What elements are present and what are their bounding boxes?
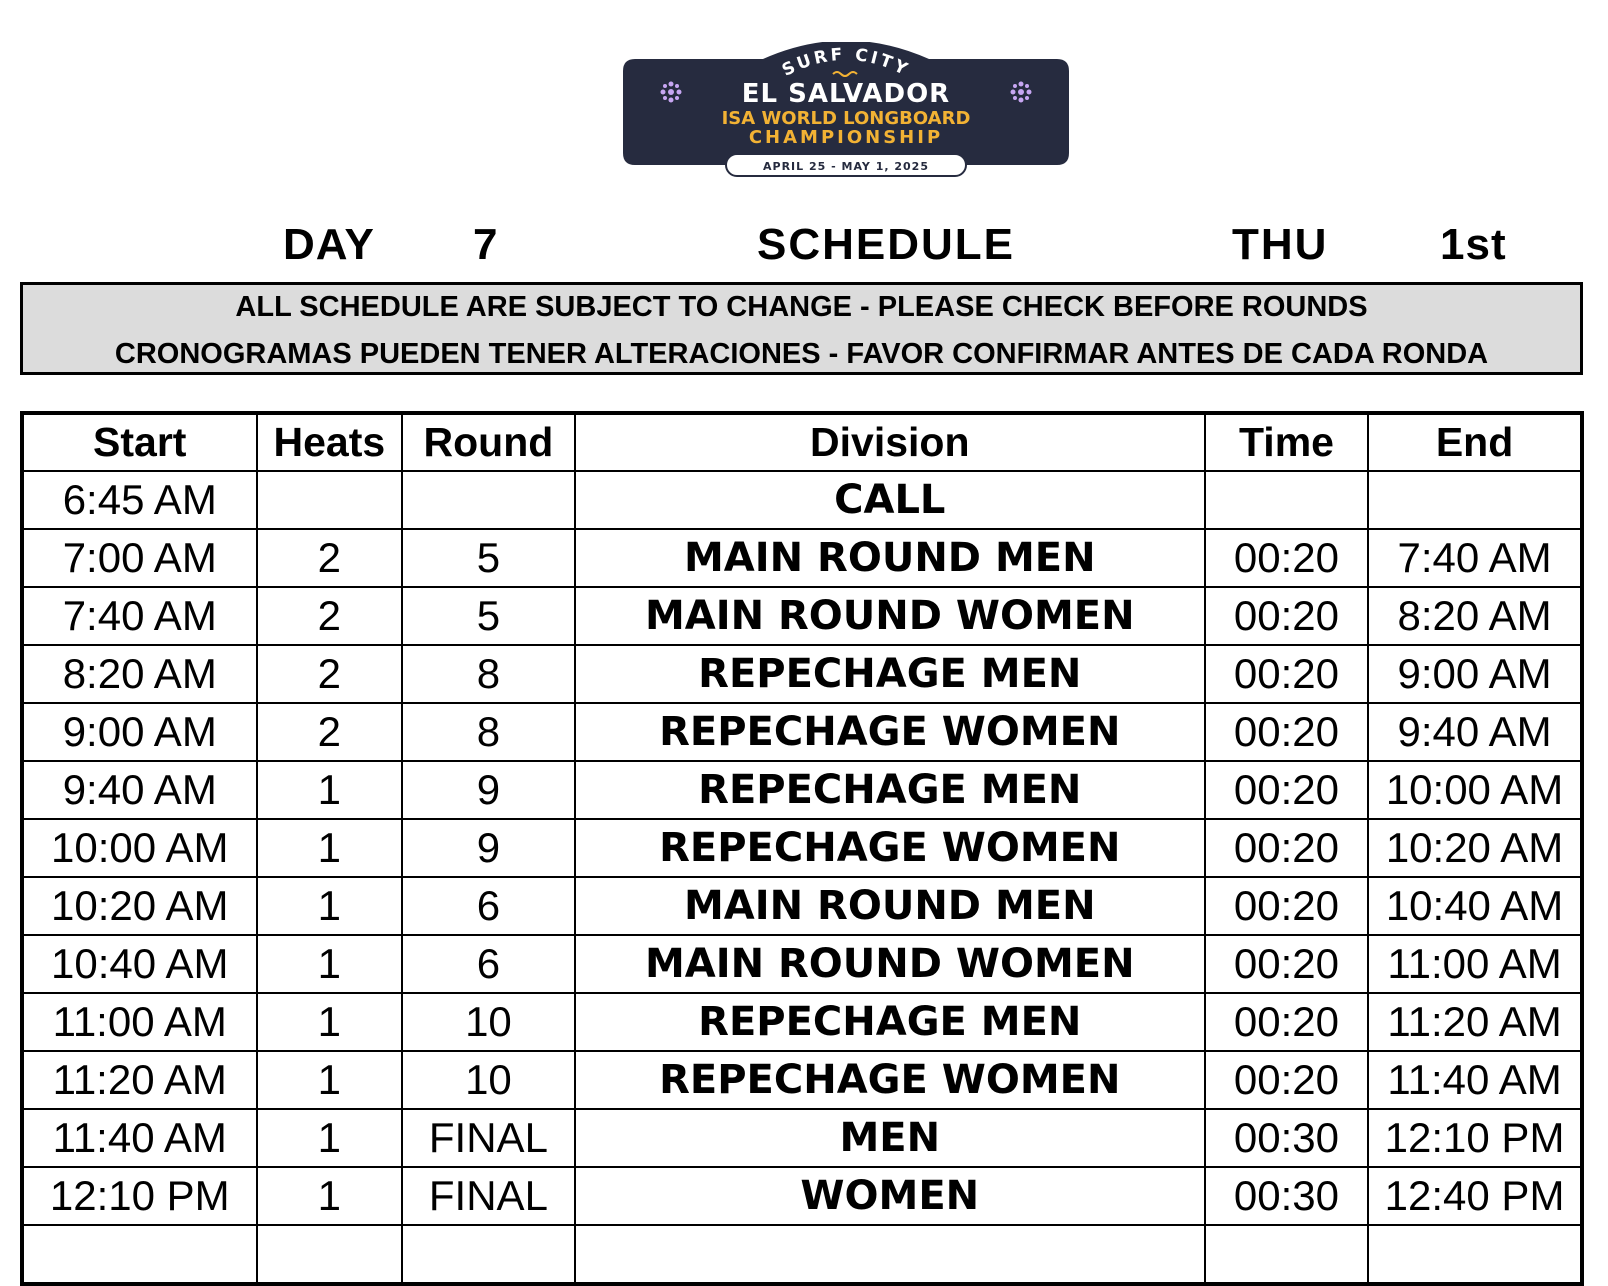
cell-end: 12:40 PM bbox=[1368, 1167, 1582, 1225]
cell-start: 6:45 AM bbox=[22, 471, 257, 529]
logo-title: EL SALVADOR bbox=[741, 79, 951, 109]
cell-heats: 2 bbox=[257, 703, 403, 761]
cell-end bbox=[1368, 471, 1582, 529]
cell-heats: 1 bbox=[257, 761, 403, 819]
cell-heats: 2 bbox=[257, 587, 403, 645]
table-row bbox=[22, 877, 1582, 935]
cell-end: 9:00 AM bbox=[1368, 645, 1582, 703]
col-header-division: Division bbox=[575, 413, 1205, 471]
cell-division: REPECHAGE MEN bbox=[575, 993, 1205, 1051]
cell-round: FINAL bbox=[402, 1167, 575, 1225]
cell-start: 9:00 AM bbox=[22, 703, 257, 761]
flower-icon-right bbox=[1011, 82, 1032, 103]
cell-heats bbox=[257, 1225, 403, 1284]
cell-end: 12:10 PM bbox=[1368, 1109, 1582, 1167]
cell-heats: 1 bbox=[257, 877, 403, 935]
cell-time bbox=[1205, 471, 1368, 529]
col-header-end: End bbox=[1368, 413, 1582, 471]
cell-division: REPECHAGE WOMEN bbox=[575, 1051, 1205, 1109]
cell-start: 10:20 AM bbox=[22, 877, 257, 935]
table-row bbox=[22, 935, 1582, 993]
cell-end: 10:00 AM bbox=[1368, 761, 1582, 819]
cell-round: 6 bbox=[402, 935, 575, 993]
date: 1st bbox=[1440, 220, 1507, 269]
cell-time: 00:30 bbox=[1205, 1109, 1368, 1167]
table-row bbox=[22, 819, 1582, 877]
cell-end: 11:00 AM bbox=[1368, 935, 1582, 993]
cell-start: 7:00 AM bbox=[22, 529, 257, 587]
cell-heats: 1 bbox=[257, 1167, 403, 1225]
table-row bbox=[22, 1109, 1582, 1167]
cell-end: 8:20 AM bbox=[1368, 587, 1582, 645]
table-row bbox=[22, 1051, 1582, 1109]
cell-heats: 1 bbox=[257, 935, 403, 993]
cell-end: 7:40 AM bbox=[1368, 529, 1582, 587]
logo-subtitle: ISA WORLD LONGBOARD bbox=[721, 108, 971, 129]
championship-logo bbox=[623, 42, 1069, 180]
cell-round: 9 bbox=[402, 819, 575, 877]
cell-end: 10:20 AM bbox=[1368, 819, 1582, 877]
cell-division: REPECHAGE WOMEN bbox=[575, 819, 1205, 877]
cell-division: MAIN ROUND MEN bbox=[575, 877, 1205, 935]
cell-round: 10 bbox=[402, 993, 575, 1051]
table-row bbox=[22, 529, 1582, 587]
cell-division: MAIN ROUND WOMEN bbox=[575, 587, 1205, 645]
cell-division: MAIN ROUND WOMEN bbox=[575, 935, 1205, 993]
cell-end: 9:40 AM bbox=[1368, 703, 1582, 761]
cell-time bbox=[1205, 1225, 1368, 1284]
cell-time: 00:20 bbox=[1205, 645, 1368, 703]
cell-division bbox=[575, 1225, 1205, 1284]
cell-start: 7:40 AM bbox=[22, 587, 257, 645]
schedule-title: SCHEDULE bbox=[757, 220, 1016, 269]
col-header-heats: Heats bbox=[257, 413, 403, 471]
cell-round: 8 bbox=[402, 645, 575, 703]
cell-end bbox=[1368, 1225, 1582, 1284]
cell-time: 00:20 bbox=[1205, 703, 1368, 761]
table-row bbox=[22, 761, 1582, 819]
cell-time: 00:20 bbox=[1205, 935, 1368, 993]
cell-round: 5 bbox=[402, 587, 575, 645]
cell-division: MEN bbox=[575, 1109, 1205, 1167]
cell-division: CALL bbox=[575, 471, 1205, 529]
cell-start: 10:40 AM bbox=[22, 935, 257, 993]
cell-heats: 1 bbox=[257, 993, 403, 1051]
col-header-start: Start bbox=[22, 413, 257, 471]
table-row bbox=[22, 471, 1582, 529]
cell-heats: 1 bbox=[257, 819, 403, 877]
cell-time: 00:20 bbox=[1205, 587, 1368, 645]
cell-end: 11:40 AM bbox=[1368, 1051, 1582, 1109]
cell-round bbox=[402, 1225, 575, 1284]
cell-time: 00:20 bbox=[1205, 877, 1368, 935]
cell-start: 11:00 AM bbox=[22, 993, 257, 1051]
day-number: 7 bbox=[473, 220, 499, 269]
cell-time: 00:30 bbox=[1205, 1167, 1368, 1225]
cell-time: 00:20 bbox=[1205, 1051, 1368, 1109]
cell-start: 12:10 PM bbox=[22, 1167, 257, 1225]
cell-start bbox=[22, 1225, 257, 1284]
cell-round: 9 bbox=[402, 761, 575, 819]
table-row bbox=[22, 703, 1582, 761]
cell-round: 10 bbox=[402, 1051, 575, 1109]
cell-division: WOMEN bbox=[575, 1167, 1205, 1225]
cell-start: 10:00 AM bbox=[22, 819, 257, 877]
cell-heats: 2 bbox=[257, 645, 403, 703]
cell-end: 11:20 AM bbox=[1368, 993, 1582, 1051]
cell-division: REPECHAGE MEN bbox=[575, 645, 1205, 703]
cell-heats: 2 bbox=[257, 529, 403, 587]
schedule-notice bbox=[20, 282, 1583, 375]
notice-english: ALL SCHEDULE ARE SUBJECT TO CHANGE - PLEASE CHECK BEFORE ROUNDS bbox=[235, 291, 1368, 323]
cell-time: 00:20 bbox=[1205, 529, 1368, 587]
cell-heats: 1 bbox=[257, 1109, 403, 1167]
cell-division: REPECHAGE WOMEN bbox=[575, 703, 1205, 761]
table-row bbox=[22, 587, 1582, 645]
notice-spanish: CRONOGRAMAS PUEDEN TENER ALTERACIONES - FAVOR CONFIRMAR ANTES DE CADA RONDA bbox=[114, 338, 1489, 370]
logo-subtitle-2: CHAMPIONSHIP bbox=[748, 127, 944, 148]
cell-round: 6 bbox=[402, 877, 575, 935]
cell-start: 11:20 AM bbox=[22, 1051, 257, 1109]
table-row-empty bbox=[22, 1225, 1582, 1284]
cell-start: 9:40 AM bbox=[22, 761, 257, 819]
cell-start: 11:40 AM bbox=[22, 1109, 257, 1167]
cell-time: 00:20 bbox=[1205, 761, 1368, 819]
day-label: DAY bbox=[283, 220, 375, 269]
cell-start: 8:20 AM bbox=[22, 645, 257, 703]
cell-heats bbox=[257, 471, 403, 529]
cell-time: 00:20 bbox=[1205, 819, 1368, 877]
cell-round bbox=[402, 471, 575, 529]
schedule-table bbox=[20, 411, 1584, 1286]
table-row bbox=[22, 1167, 1582, 1225]
cell-round: 5 bbox=[402, 529, 575, 587]
col-header-time: Time bbox=[1205, 413, 1368, 471]
cell-round: 8 bbox=[402, 703, 575, 761]
cell-division: REPECHAGE MEN bbox=[575, 761, 1205, 819]
table-row bbox=[22, 645, 1582, 703]
cell-time: 00:20 bbox=[1205, 993, 1368, 1051]
logo-dates: APRIL 25 - MAY 1, 2025 bbox=[763, 160, 929, 173]
col-header-round: Round bbox=[402, 413, 575, 471]
cell-heats: 1 bbox=[257, 1051, 403, 1109]
cell-end: 10:40 AM bbox=[1368, 877, 1582, 935]
cell-division: MAIN ROUND MEN bbox=[575, 529, 1205, 587]
table-row bbox=[22, 993, 1582, 1051]
logo-arc-text: SURF CITY bbox=[779, 44, 913, 81]
table-header-row bbox=[22, 413, 1582, 471]
flower-icon-left bbox=[661, 82, 682, 103]
weekday: THU bbox=[1232, 220, 1329, 269]
cell-round: FINAL bbox=[402, 1109, 575, 1167]
